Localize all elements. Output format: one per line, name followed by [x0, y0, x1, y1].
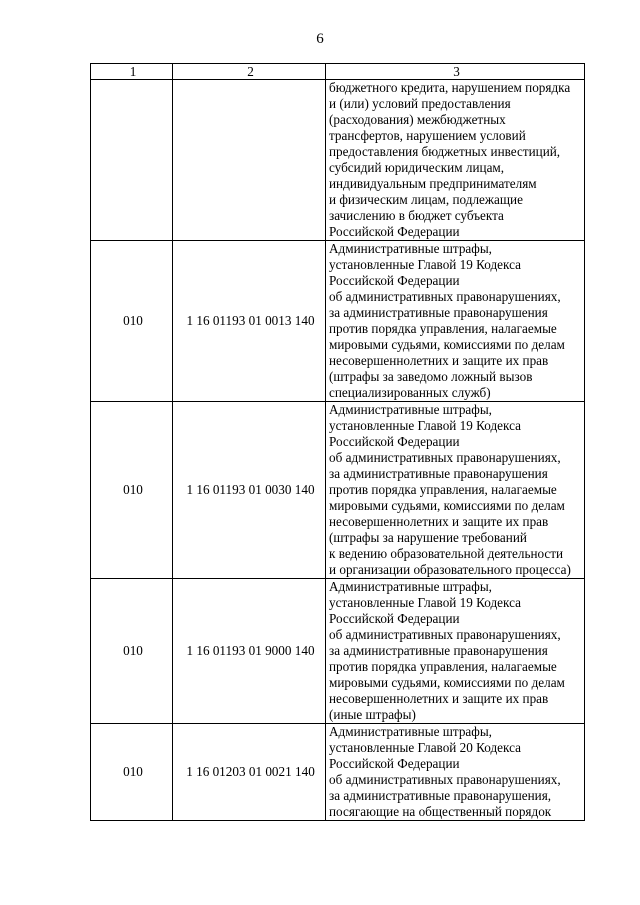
- description-line: против порядка управления, налагаемые: [329, 321, 557, 336]
- description-line: установленные Главой 20 Кодекса: [329, 740, 521, 755]
- administrator-code-cell: 010: [91, 724, 173, 821]
- budget-codes-table: [90, 63, 585, 821]
- description-line: посягающие на общественный порядок: [329, 804, 552, 819]
- administrator-code-cell: [91, 80, 173, 241]
- description-line: установленные Главой 19 Кодекса: [329, 257, 521, 272]
- description-line: мировыми судьями, комиссиями по делам: [329, 337, 565, 352]
- description-line: (иные штрафы): [329, 707, 416, 722]
- budget-classification-code-cell: 1 16 01193 01 0030 140: [173, 402, 326, 579]
- description-line: несовершеннолетних и защите их прав: [329, 691, 549, 706]
- description-line: несовершеннолетних и защите их прав: [329, 353, 549, 368]
- revenue-description-cell: [326, 579, 585, 724]
- description-line: за административные правонарушения: [329, 643, 548, 658]
- description-line: и физическим лицам, подлежащие: [329, 192, 523, 207]
- description-line: об административных правонарушениях,: [329, 627, 561, 642]
- description-line: Административные штрафы,: [329, 402, 492, 417]
- table-body: [91, 80, 585, 821]
- revenue-description-cell: [326, 241, 585, 402]
- description-line: против порядка управления, налагаемые: [329, 482, 557, 497]
- revenue-description-cell: [326, 80, 585, 241]
- page-number: 6: [316, 31, 324, 47]
- description-line: (расходования) межбюджетных: [329, 112, 506, 127]
- description-line: об административных правонарушениях,: [329, 289, 561, 304]
- administrator-code-cell: 010: [91, 579, 173, 724]
- revenue-description-cell: [326, 402, 585, 579]
- column-header-2: 2: [173, 64, 326, 80]
- description-line: за административные правонарушения: [329, 305, 548, 320]
- administrator-code-cell: 010: [91, 402, 173, 579]
- table-row: [91, 402, 585, 579]
- table-header-row: [91, 64, 585, 80]
- description-line: мировыми судьями, комиссиями по делам: [329, 498, 565, 513]
- description-line: Административные штрафы,: [329, 579, 492, 594]
- description-line: об административных правонарушениях,: [329, 772, 561, 787]
- description-line: Российской Федерации: [329, 224, 460, 239]
- description-line: мировыми судьями, комиссиями по делам: [329, 675, 565, 690]
- table-row: [91, 579, 585, 724]
- description-line: к ведению образовательной деятельности: [329, 546, 564, 561]
- table-row: [91, 80, 585, 241]
- administrator-code-cell: 010: [91, 241, 173, 402]
- budget-classification-code-cell: 1 16 01193 01 0013 140: [173, 241, 326, 402]
- description-line: предоставления бюджетных инвестиций,: [329, 144, 561, 159]
- description-line: индивидуальным предпринимателям: [329, 176, 537, 191]
- description-line: об административных правонарушениях,: [329, 450, 561, 465]
- description-line: Российской Федерации: [329, 756, 460, 771]
- description-line: и (или) условий предоставления: [329, 96, 511, 111]
- description-line: установленные Главой 19 Кодекса: [329, 418, 521, 433]
- description-line: зачислению в бюджет субъекта: [329, 208, 504, 223]
- description-line: за административные правонарушения: [329, 466, 548, 481]
- description-line: бюджетного кредита, нарушением порядка: [329, 80, 571, 95]
- description-line: (штрафы за заведомо ложный вызов: [329, 369, 533, 384]
- description-line: Российской Федерации: [329, 434, 460, 449]
- column-header-3: 3: [326, 64, 585, 80]
- description-line: специализированных служб): [329, 385, 491, 400]
- description-line: за административные правонарушения,: [329, 788, 552, 803]
- budget-classification-code-cell: 1 16 01193 01 9000 140: [173, 579, 326, 724]
- description-line: Административные штрафы,: [329, 241, 492, 256]
- column-header-1: 1: [91, 64, 173, 80]
- description-line: Административные штрафы,: [329, 724, 492, 739]
- description-line: против порядка управления, налагаемые: [329, 659, 557, 674]
- description-line: установленные Главой 19 Кодекса: [329, 595, 521, 610]
- description-line: несовершеннолетних и защите их прав: [329, 514, 549, 529]
- description-line: (штрафы за нарушение требований: [329, 530, 527, 545]
- description-line: трансфертов, нарушением условий: [329, 128, 526, 143]
- budget-classification-code-cell: 1 16 01203 01 0021 140: [173, 724, 326, 821]
- description-line: и организации образовательного процесса): [329, 562, 571, 577]
- description-line: субсидий юридическим лицам,: [329, 160, 505, 175]
- description-line: Российской Федерации: [329, 273, 460, 288]
- revenue-description-cell: [326, 724, 585, 821]
- table-row: [91, 241, 585, 402]
- table-row: [91, 724, 585, 821]
- description-line: Российской Федерации: [329, 611, 460, 626]
- budget-classification-code-cell: [173, 80, 326, 241]
